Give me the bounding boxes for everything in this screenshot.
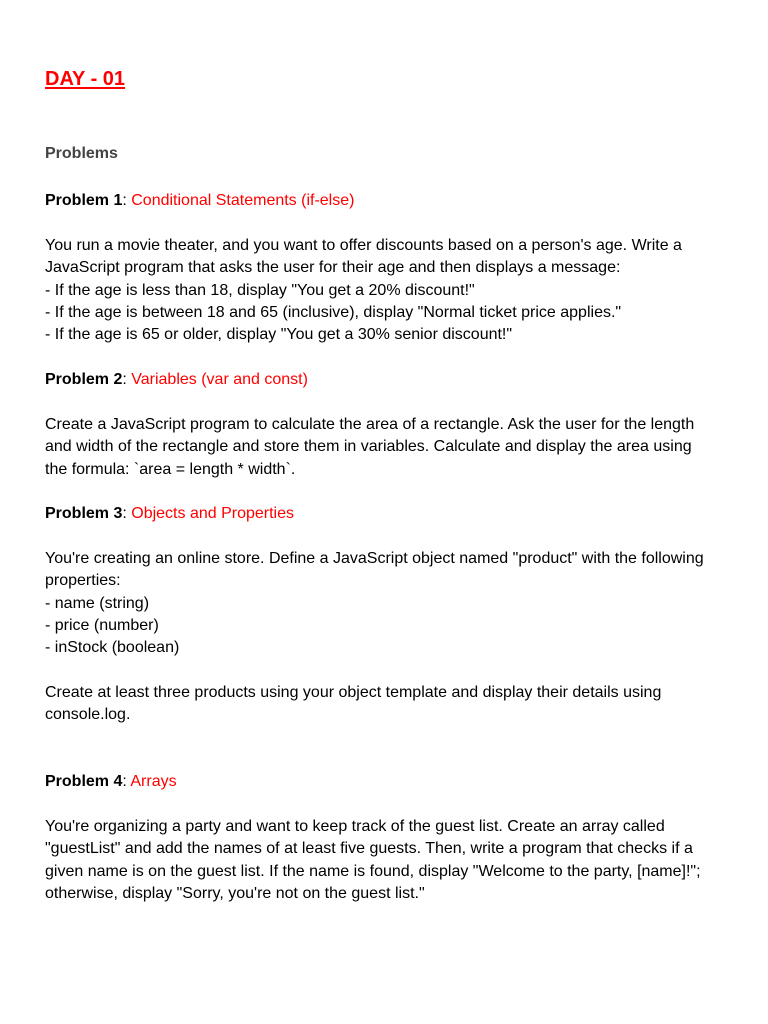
problem-1-separator: : xyxy=(122,192,132,209)
paragraph-line: You're organizing a party and want to keep track of the guest list. Create an array called xyxy=(45,818,665,835)
paragraph-line: Create at least three products using your object template and display their details using xyxy=(45,684,662,701)
problem-4-topic: Arrays xyxy=(130,773,177,790)
paragraph-line: - name (string) xyxy=(45,594,150,612)
problem-3-label: Problem 3 xyxy=(45,505,123,522)
day-title: DAY - 01 xyxy=(45,68,126,90)
problem-2-heading xyxy=(45,371,308,389)
problem-2-label: Problem 2 xyxy=(45,371,123,388)
paragraph-line: the formula: `area = length * width`. xyxy=(45,460,296,478)
problem-2-separator: : xyxy=(122,371,132,388)
problem-3-topic: Objects and Properties xyxy=(131,505,294,522)
problem-4-separator: : xyxy=(122,773,131,790)
paragraph-line: console.log. xyxy=(45,706,131,724)
paragraph-line: Create a JavaScript program to calculate the area of a rectangle. Ask the user for the length xyxy=(45,416,695,433)
problem-3-separator: : xyxy=(122,505,132,522)
paragraph-line: - If the age is between 18 and 65 (inclusive), display "Normal ticket price applies." xyxy=(45,303,622,321)
problem-4-label: Problem 4 xyxy=(45,773,123,790)
paragraph-line: You run a movie theater, and you want to offer discounts based on a person's age. Write a xyxy=(45,237,682,254)
paragraph-line: - If the age is less than 18, display "You get a 20% discount!" xyxy=(45,281,475,299)
paragraph-line: given name is on the guest list. If the name is found, display "Welcome to the party, [name]!"; xyxy=(45,862,701,880)
paragraph-line: properties: xyxy=(45,572,121,590)
problem-3-followup xyxy=(45,682,735,727)
paragraph-line: - If the age is 65 or older, display "You get a 30% senior discount!" xyxy=(45,326,513,344)
problem-3-description xyxy=(45,548,735,659)
paragraph-line: - inStock (boolean) xyxy=(45,639,180,657)
paragraph-line: and width of the rectangle and store them in variables. Calculate and display the area using xyxy=(45,438,692,456)
problem-1-heading xyxy=(45,192,354,210)
problem-4-description xyxy=(45,816,735,905)
section-heading-problems: Problems xyxy=(45,145,118,162)
paragraph-line: You're creating an online store. Define a JavaScript object named "product" with the following xyxy=(45,550,704,567)
problem-1-topic: Conditional Statements (if-else) xyxy=(131,192,355,209)
paragraph-line: JavaScript program that asks the user for their age and then displays a message: xyxy=(45,259,621,277)
paragraph-line: - price (number) xyxy=(45,616,159,634)
problem-1-description xyxy=(45,235,735,346)
problem-2-description xyxy=(45,414,735,481)
problem-4-heading xyxy=(45,773,177,791)
problem-2-topic: Variables (var and const) xyxy=(131,371,308,388)
paragraph-line: "guestList" and add the names of at least five guests. Then, write a program that checks if a xyxy=(45,840,693,858)
problem-1-label: Problem 1 xyxy=(45,192,123,209)
problem-3-heading xyxy=(45,505,294,523)
paragraph-line: otherwise, display "Sorry, you're not on the guest list." xyxy=(45,884,425,902)
